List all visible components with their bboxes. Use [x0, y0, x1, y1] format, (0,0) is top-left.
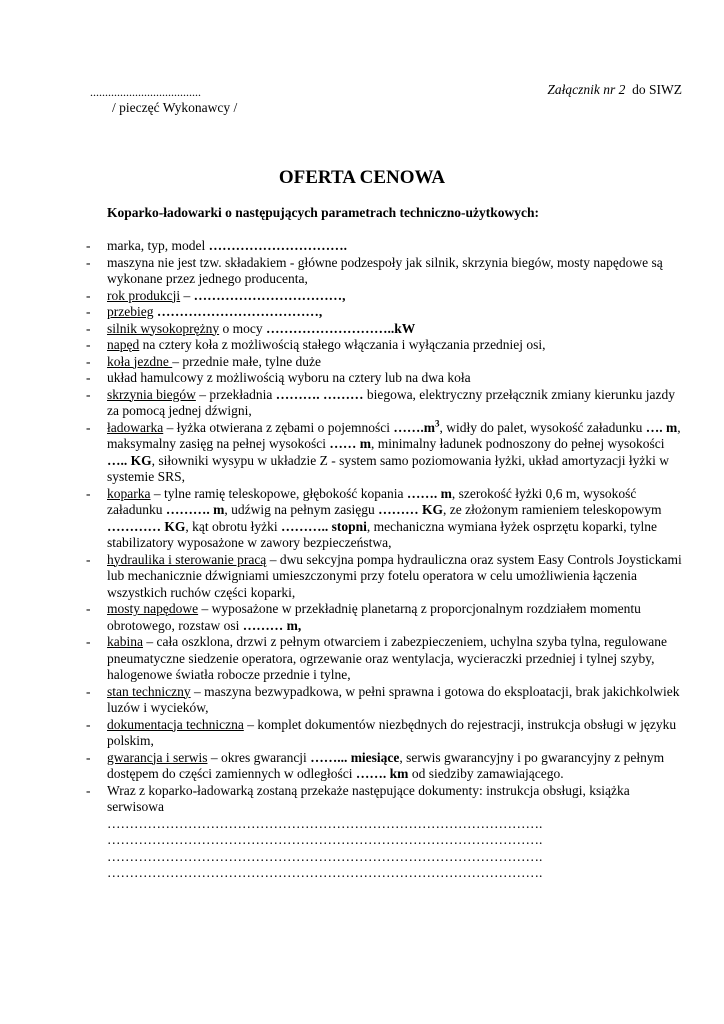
fill-blank: ……… m, — [242, 617, 302, 633]
list-item-mileage: - przebieg ………………………………, — [86, 304, 323, 319]
list-item-production-year: - rok produkcji – ……………………………, — [86, 287, 346, 303]
list-item-documents: - Wraz z koparko-ładowarką zostaną przekaże następujące dokumenty: instrukcja obsługi, książka serwisowa — [86, 782, 630, 814]
spec-list — [86, 238, 686, 882]
fill-blank: ………… KG — [107, 518, 186, 534]
list-item-warranty: - gwarancja i serwis – okres gwarancji ……... miesiące, serwis gwarancyjny i po gwarancyjny z pełnym dostępem do części zamiennych w odległości ……. km od siedziby zamawiającego. — [86, 749, 665, 781]
dotted-fill-line: ……………………………………………………………………………………. — [107, 865, 543, 880]
dotted-fill-line: ……………………………………………………………………………………. — [107, 848, 543, 864]
fill-blank: …. m — [645, 419, 678, 435]
list-item-drive: - napęd na cztery koła z możliwością stałego włączania i wyłączania przedniej osi, — [86, 337, 546, 352]
list-item-excavator: - koparka – tylne ramię teleskopowe, głębokość kopania ……. m, szerokość łyżki 0,6 m, wysokość załadunku ………. m, udźwig na pełnym zasięgu ……… KG, ze złożonym ramieniem teleskopowym ………… KG, kąt obrotu łyżki ……….. stopni, mechaniczna wymiana łyżek osprzętu koparki, tylne stabilizatory wyposażone w zawory bezpieczeństwa, — [86, 485, 662, 550]
fill-blank: ……... miesiące — [310, 749, 400, 765]
list-item-gearbox: - skrzynia biegów – przekładnia ………. ……… biegowa, elektryczny przełącznik zmiany kierunku jazdy za pomocą jednej dźwigni, — [86, 386, 675, 418]
document-title: OFERTA CENOWA — [278, 167, 446, 188]
document-subtitle: Koparko-ładowarki o następujących parametrach techniczno-użytkowych: — [107, 205, 539, 220]
fill-blank: ……. km — [355, 766, 409, 781]
fill-blank: …… m — [329, 436, 371, 451]
list-item-brakes: - układ hamulcowy z możliwością wyboru na cztery lub na dwa koła — [86, 370, 471, 385]
fill-blank: ……………………………, — [193, 287, 346, 303]
fill-blank: ……. m — [406, 485, 452, 501]
fill-blank: ………………………..kW — [266, 320, 416, 336]
fill-blank: …….m — [393, 419, 436, 435]
fill-blank: ……….. stopni — [281, 518, 367, 534]
annex-suffix: do SIWZ — [632, 82, 682, 97]
annex-label — [547, 82, 682, 98]
list-item-hydraulics: - hydraulika i sterowanie pracą – dwu sekcyjna pompa hydrauliczna oraz system Easy Controls Joystickami lub mechanicznie dźwigniami umieszczonymi przy fotelu operatora w celu umożliwienia łączenia wszystkich ruchów części koparki, — [86, 551, 682, 600]
list-item-wheels: - koła jezdne – przednie małe, tylne duże — [86, 353, 322, 369]
fill-blank: …………………………. — [208, 238, 347, 253]
annex-number: Załącznik nr 2 — [547, 82, 626, 97]
fill-blank: ………. m — [165, 502, 225, 517]
list-item-documentation: - dokumentacja techniczna – komplet dokumentów niezbędnych do rejestracji, instrukcja obsługi w języku polskim, — [86, 716, 677, 748]
fill-blank: ….. KG — [107, 452, 152, 468]
fill-blank: ………………………………, — [156, 304, 323, 319]
dotted-fill-line: ……………………………………………………………………………………. — [107, 832, 543, 847]
stamp-dots: ..................................... — [90, 85, 201, 99]
list-item-axles: - mosty napędowe – wyposażone w przekładnię planetarną z proporcjonalnym rozdziałem momentu obrotowego, rozstaw osi ……… m, — [86, 601, 641, 633]
stamp-label: / pieczęć Wykonawcy / — [112, 100, 238, 115]
list-item-loader: - ładowarka – łyżka otwierana z zębami o pojemności $\dots\dots.m^3$, widły do palet, wysokość załadunku …. m, maksymalny zasięg na pełnej wysokości …… m, minimalny ładunek podnoszony do pełnej wysokości ….. KG, siłowniki wysypu w układzie Z - system samo poziomowania łyżki, układ amortyzacji łyżki w systemie SRS, — [86, 418, 681, 484]
dotted-fill-line: ……………………………………………………………………………………. — [107, 815, 543, 831]
list-item-engine: - silnik wysokoprężny o mocy ………………………..kW — [86, 320, 416, 336]
list-item-not-assembled: - maszyna nie jest tzw. składakiem - główne podzespoły jak silnik, skrzynia biegów, mosty napędowe są wykonane przez jednego producenta, — [86, 254, 663, 286]
fill-blank: ……… KG — [378, 502, 443, 517]
list-item-brand: - marka, typ, model …………………………. — [86, 238, 347, 253]
stamp-block — [90, 84, 237, 116]
fill-blank: ………. ……… — [275, 386, 364, 402]
list-item-condition: - stan techniczny – maszyna bezwypadkowa, w pełni sprawna i gotowa do eksploatacji, brak jakichkolwiek luzów i wycieków, — [86, 683, 680, 715]
list-item-cabin: - kabina – cała oszklona, drzwi z pełnym otwarciem i zabezpieczeniem, uchylna szyba tylna, regulowane pneumatyczne siedzenie operatora, ogrzewanie oraz wentylacja, wycieraczki przedniej i tylnej szyby, halogenowe światła robocze przednie i tylne, — [86, 634, 668, 682]
